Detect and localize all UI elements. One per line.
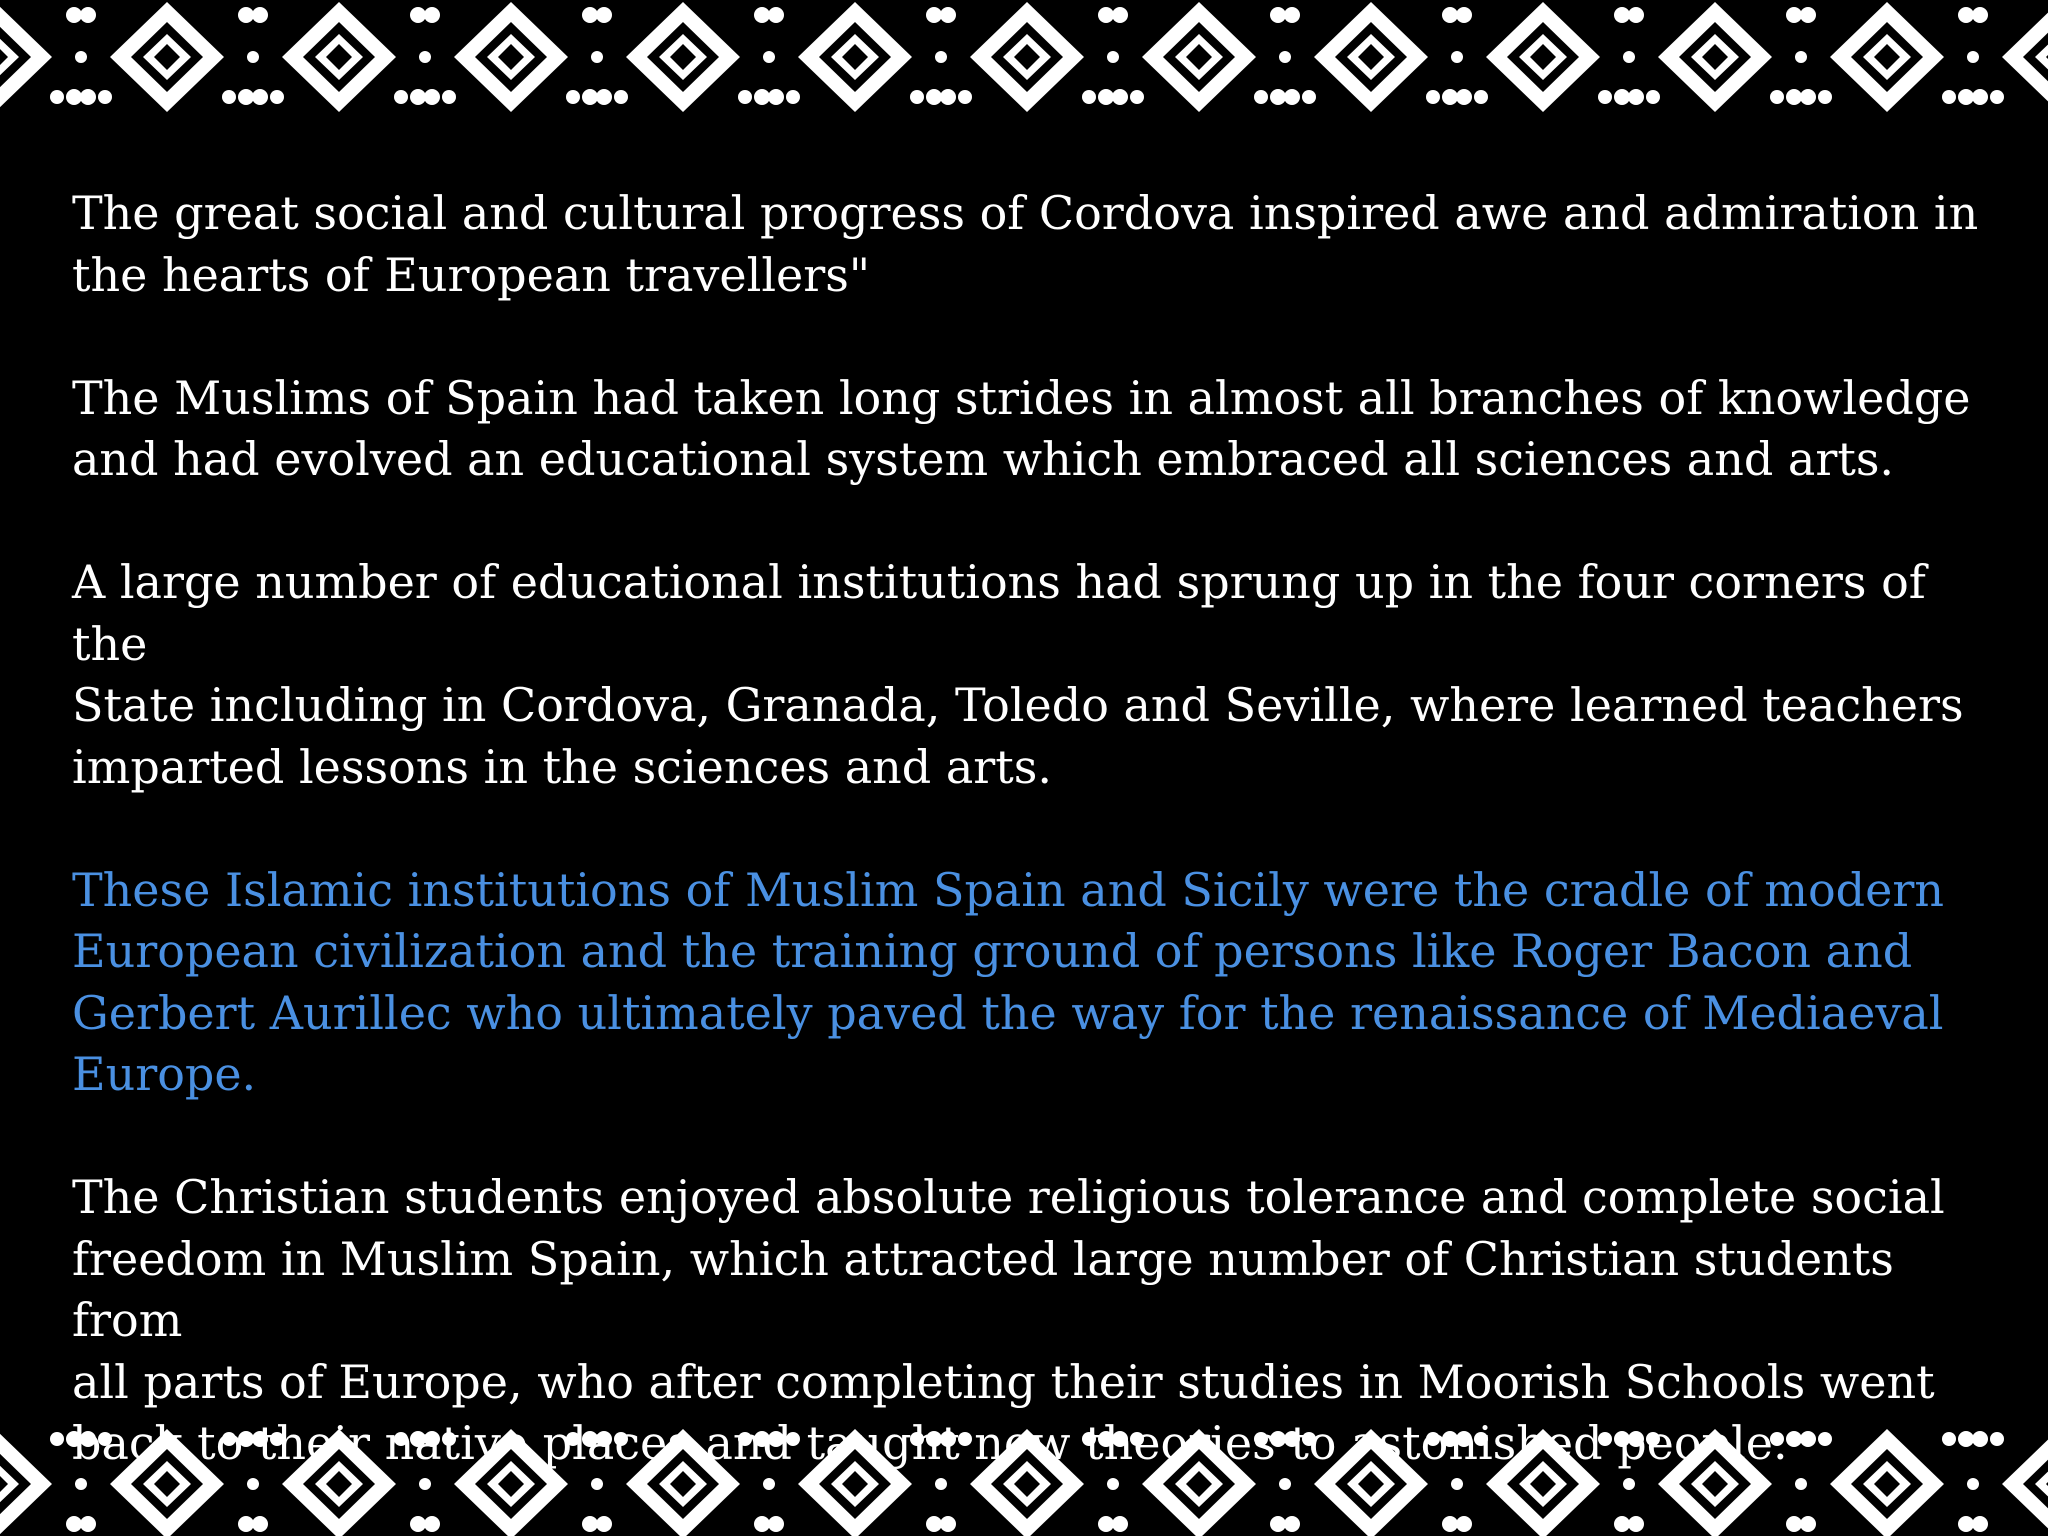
paragraph-2: The Muslims of Spain had taken long strides in almost all branches of knowledge and had evolved an educational system which embraced all sciences and arts. xyxy=(72,370,1971,486)
paragraph-1: The great social and cultural progress of Cordova inspired awe and admiration in the hearts of European travellers" xyxy=(72,186,1979,302)
paragraph-3: A large number of educational institutions had sprung up in the four corners of the State including in Cordova, Granada, Toledo and Seville, where learned teachers imparted lessons in the sciences and arts. xyxy=(72,555,1964,794)
top-border-pattern xyxy=(0,0,2048,115)
text-body xyxy=(72,183,1992,1475)
diamond-dots-pattern-icon xyxy=(0,0,2048,115)
bottom-border-pattern xyxy=(0,1421,2048,1536)
paragraph-4-highlighted: These Islamic institutions of Muslim Spain and Sicily were the cradle of modern European civilization and the training ground of persons like Roger Bacon and Gerbert Aurillec who ultimately paved the way for the renaissance of Mediaeval Europe. xyxy=(72,862,1944,1101)
paragraph-5: The Christian students enjoyed absolute religious tolerance and complete social freedom in Muslim Spain, which attracted large number of Christian students from all parts of Europe, who after completing their studies in Moorish Schools went xyxy=(72,1170,1945,1409)
diamond-dots-pattern-icon xyxy=(0,1421,2048,1536)
